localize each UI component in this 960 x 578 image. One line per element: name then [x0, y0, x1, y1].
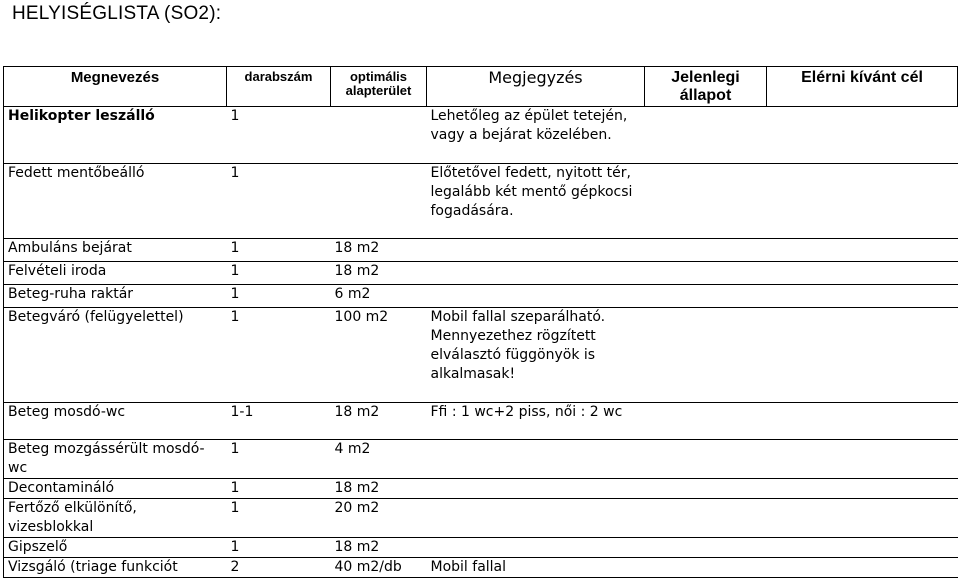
room-count-cell: 1 [227, 164, 331, 239]
header-current: Jelenlegi állapot [645, 67, 767, 107]
header-area: optimális alapterület [331, 67, 427, 107]
table-row [4, 558, 958, 578]
table-row [4, 499, 958, 538]
room-count-cell: 1 [227, 107, 331, 164]
room-note-cell: Lehetőleg az épület tetején, vagy a bejárat közelében. [427, 107, 645, 164]
table-row [4, 308, 958, 403]
room-area-cell: 100 m2 [331, 308, 427, 403]
table-row [4, 285, 958, 308]
room-current-cell [645, 538, 767, 558]
room-area-cell: 20 m2 [331, 499, 427, 538]
header-target: Elérni kívánt cél [767, 67, 958, 107]
room-area-cell: 18 m2 [331, 239, 427, 262]
room-name-cell: Beteg mozgássérült mosdó-wc [4, 440, 227, 479]
room-name-cell: Fertőző elkülönítő, vizesblokkal [4, 499, 227, 538]
room-current-cell [645, 107, 767, 164]
room-count-cell: 1 [227, 262, 331, 285]
room-note-cell: Mobil fallal [427, 558, 645, 578]
room-current-cell [645, 558, 767, 578]
room-name-cell: Beteg mosdó-wc [4, 403, 227, 440]
table-row [4, 538, 958, 558]
room-note-cell [427, 239, 645, 262]
page-title: HELYISÉGLISTA (SO2): [12, 3, 222, 24]
room-note-cell [427, 440, 645, 479]
room-target-cell [767, 479, 958, 499]
room-area-cell: 18 m2 [331, 403, 427, 440]
room-current-cell [645, 308, 767, 403]
room-count-cell: 1 [227, 440, 331, 479]
room-count-cell: 1 [227, 308, 331, 403]
room-note-cell: Előtetővel fedett, nyitott tér, legalább két mentő gépkocsi fogadására. [427, 164, 645, 239]
table-row [4, 403, 958, 440]
room-name-cell: Gipszelő [4, 538, 227, 558]
room-count-cell: 1 [227, 538, 331, 558]
room-note-cell [427, 285, 645, 308]
room-target-cell [767, 499, 958, 538]
room-count-cell: 2 [227, 558, 331, 578]
room-name-cell: Felvételi iroda [4, 262, 227, 285]
room-note-cell [427, 499, 645, 538]
room-name-cell: Betegváró (felügyelettel) [4, 308, 227, 403]
room-note-cell: Mobil fallal szeparálható. Mennyezethez rögzített elválasztó függönyök is alkalmasak! [427, 308, 645, 403]
room-current-cell [645, 239, 767, 262]
table-row [4, 239, 958, 262]
room-target-cell [767, 440, 958, 479]
room-current-cell [645, 285, 767, 308]
room-target-cell [767, 262, 958, 285]
room-count-cell: 1-1 [227, 403, 331, 440]
table-header-row [4, 67, 958, 107]
room-target-cell [767, 239, 958, 262]
room-target-cell [767, 403, 958, 440]
room-area-cell: 18 m2 [331, 538, 427, 558]
table-row [4, 440, 958, 479]
room-note-cell [427, 479, 645, 499]
room-name-cell: Beteg-ruha raktár [4, 285, 227, 308]
room-area-cell [331, 107, 427, 164]
room-name-cell: Vizsgáló (triage funkciót [4, 558, 227, 578]
room-count-cell: 1 [227, 285, 331, 308]
room-count-cell: 1 [227, 239, 331, 262]
room-count-cell: 1 [227, 479, 331, 499]
room-name-cell: Decontamináló [4, 479, 227, 499]
room-name-cell: Ambuláns bejárat [4, 239, 227, 262]
room-target-cell [767, 308, 958, 403]
room-target-cell [767, 164, 958, 239]
room-target-cell [767, 107, 958, 164]
room-area-cell: 4 m2 [331, 440, 427, 479]
room-target-cell [767, 285, 958, 308]
room-target-cell [767, 538, 958, 558]
room-current-cell [645, 164, 767, 239]
room-area-cell: 18 m2 [331, 479, 427, 499]
room-area-cell: 6 m2 [331, 285, 427, 308]
room-name-cell: Fedett mentőbeálló [4, 164, 227, 239]
room-area-cell: 18 m2 [331, 262, 427, 285]
room-current-cell [645, 499, 767, 538]
room-current-cell [645, 440, 767, 479]
room-name-cell: Helikopter leszálló [4, 107, 227, 164]
header-count: darabszám [227, 67, 331, 107]
room-note-cell [427, 262, 645, 285]
room-current-cell [645, 403, 767, 440]
room-area-cell [331, 164, 427, 239]
room-area-cell: 40 m2/db [331, 558, 427, 578]
table-row [4, 107, 958, 164]
table-row [4, 262, 958, 285]
room-list-table [3, 66, 958, 578]
room-count-cell: 1 [227, 499, 331, 538]
room-note-cell [427, 538, 645, 558]
room-note-cell: Ffi : 1 wc+2 piss, női : 2 wc [427, 403, 645, 440]
room-current-cell [645, 479, 767, 499]
header-note: Megjegyzés [427, 67, 645, 107]
table-row [4, 164, 958, 239]
room-current-cell [645, 262, 767, 285]
room-target-cell [767, 558, 958, 578]
header-name: Megnevezés [4, 67, 227, 107]
table-row [4, 479, 958, 499]
